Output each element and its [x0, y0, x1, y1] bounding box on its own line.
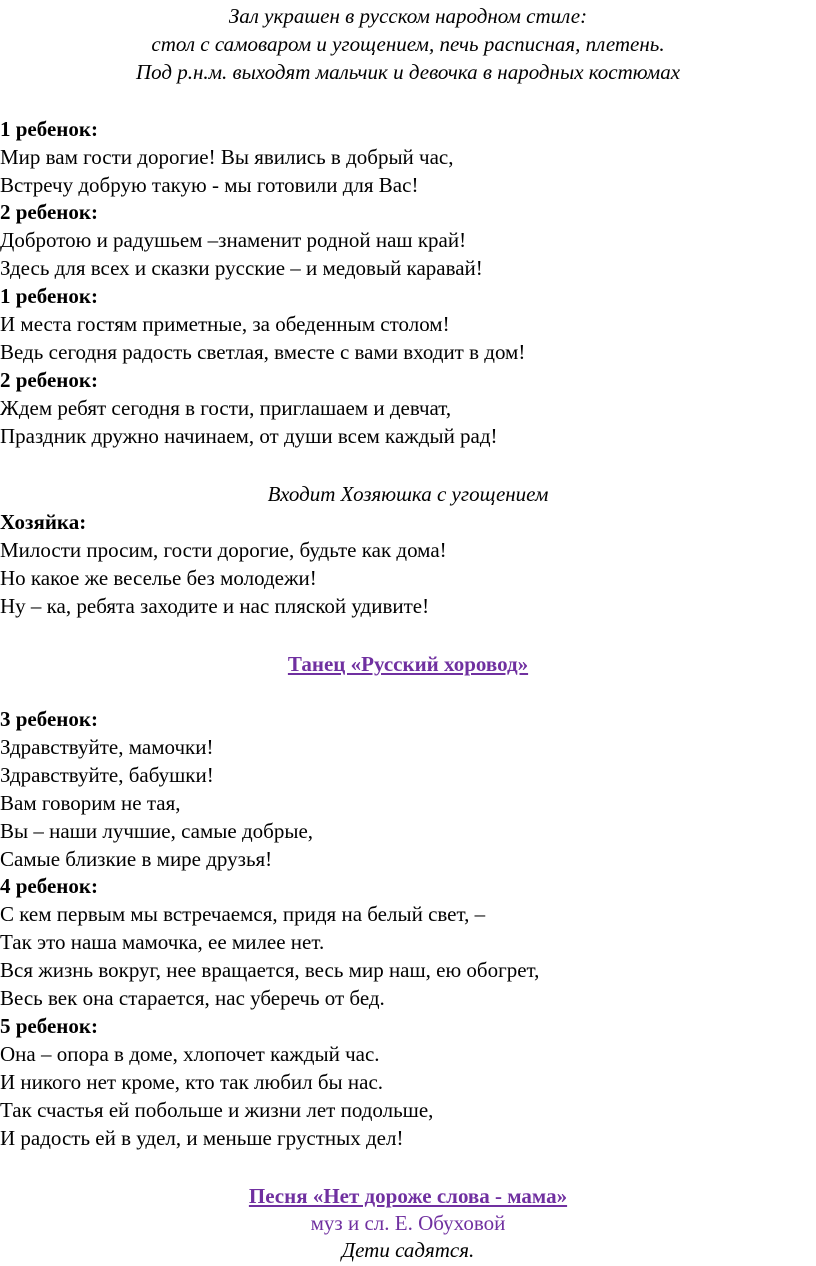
verse-line: Здравствуйте, мамочки!: [0, 735, 214, 759]
verse-line: И радость ей в удел, и меньше грустных дел!: [0, 1126, 404, 1150]
speaker-label: 2 ребенок:: [0, 368, 98, 392]
verse-line: Милости просим, гости дорогие, будьте как дома!: [0, 538, 447, 562]
verse-line: И никого нет кроме, кто так любил бы нас.: [0, 1070, 384, 1094]
dance-title-link[interactable]: Танец «Русский хоровод»: [287, 652, 529, 676]
verse-line: Так счастья ей побольше и жизни лет подольше,: [0, 1098, 434, 1122]
verse-line: Ведь сегодня радость светлая, вместе с вами входит в дом!: [0, 340, 526, 364]
speaker-label: 3 ребенок:: [0, 707, 98, 731]
speaker-label: 1 ребенок:: [0, 117, 98, 141]
intro-line-2: стол с самоваром и угощением, печь расписная, плетень.: [151, 32, 665, 56]
speaker-label: 4 ребенок:: [0, 874, 98, 898]
verse-line: И места гостям приметные, за обеденным столом!: [0, 312, 450, 336]
stage-direction: Входит Хозяюшка с угощением: [267, 482, 549, 506]
verse-line: Она – опора в доме, хлопочет каждый час.: [0, 1042, 380, 1066]
verse-line: Здесь для всех и сказки русские – и медовый каравай!: [0, 256, 483, 280]
verse-line: Мир вам гости дорогие! Вы явились в добрый час,: [0, 145, 454, 169]
speaker-label: 2 ребенок:: [0, 200, 98, 224]
speaker-label: Хозяйка:: [0, 510, 87, 534]
verse-line: Праздник дружно начинаем, от души всем каждый рад!: [0, 424, 498, 448]
intro-line-1: Зал украшен в русском народном стиле:: [228, 4, 588, 28]
final-stage-direction: Дети садятся.: [341, 1238, 475, 1262]
verse-line: Весь век она старается, нас уберечь от бед.: [0, 986, 385, 1010]
verse-line: Вам говорим не тая,: [0, 791, 181, 815]
verse-line: Добротою и радушьем –знаменит родной наш край!: [0, 228, 467, 252]
verse-line: Самые близкие в мире друзья!: [0, 847, 273, 871]
dance-title-row: [0, 650, 816, 678]
verse-line: Ждем ребят сегодня в гости, приглашаем и девчат,: [0, 396, 452, 420]
verse-line: Так это наша мамочка, ее милее нет.: [0, 930, 325, 954]
speaker-label: 5 ребенок:: [0, 1014, 98, 1038]
speaker-label: 1 ребенок:: [0, 284, 98, 308]
verse-line: Вы – наши лучшие, самые добрые,: [0, 819, 314, 843]
song-credit: муз и сл. Е. Обуховой: [310, 1211, 506, 1235]
intro-line-3: Под р.н.м. выходят мальчик и девочка в народных костюмах: [135, 60, 681, 84]
song-title-row: [0, 1182, 816, 1210]
verse-line: Здравствуйте, бабушки!: [0, 763, 214, 787]
verse-line: С кем первым мы встречаемся, придя на белый свет, –: [0, 902, 486, 926]
verse-line: Вся жизнь вокруг, нее вращается, весь мир наш, ею обогрет,: [0, 958, 540, 982]
song-title-link[interactable]: Песня «Нет дороже слова - мама»: [248, 1184, 568, 1208]
verse-line: Ну – ка, ребята заходите и нас пляской удивите!: [0, 594, 430, 618]
verse-line: Но какое же веселье без молодежи!: [0, 566, 317, 590]
verse-line: Встречу добрую такую - мы готовили для Вас!: [0, 173, 419, 197]
